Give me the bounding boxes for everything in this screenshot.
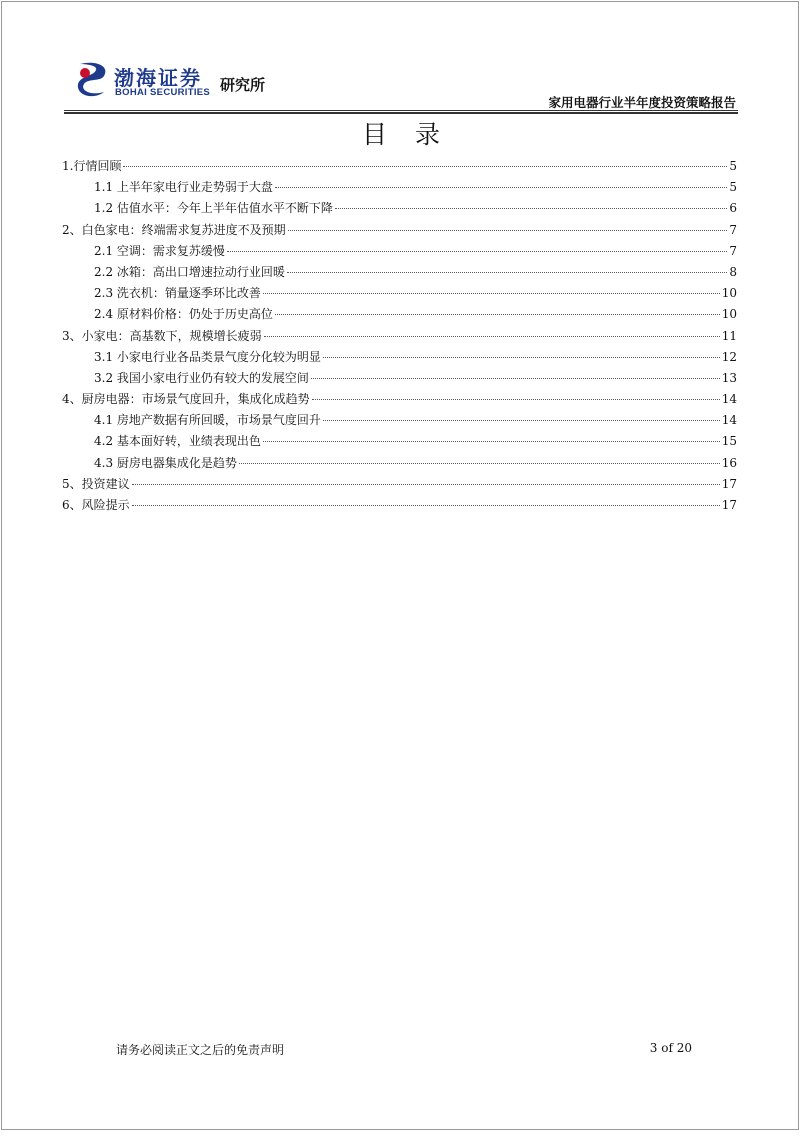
toc-dot-leader (323, 357, 720, 358)
toc-dot-leader (263, 441, 720, 442)
toc-entry-page: 7 (729, 243, 737, 258)
toc-dot-leader (239, 463, 720, 464)
toc-entry-label: 4.1 房地产数据有所回暖，市场景气度回升 (94, 413, 321, 428)
toc-section-entry[interactable] (62, 389, 737, 410)
toc-entry-page: 11 (721, 328, 737, 343)
toc-entry-page: 10 (721, 286, 737, 301)
toc-dot-leader (263, 293, 720, 294)
bohai-logo-icon (74, 60, 112, 100)
toc-entry-page: 13 (721, 370, 737, 385)
toc-dot-leader (275, 187, 727, 188)
toc-entry-label: 1.1 上半年家电行业走势弱于大盘 (94, 180, 273, 195)
toc-dot-leader (123, 166, 727, 167)
toc-entry-label: 2.1 空调：需求复苏缓慢 (94, 243, 225, 258)
page-indicator: 3 of 20 (649, 1041, 692, 1055)
toc-entry-page: 12 (721, 349, 737, 364)
toc-entry-label: 6、风险提示 (62, 498, 130, 512)
header-rule-thick (64, 112, 738, 114)
toc-entry-page: 16 (721, 455, 737, 470)
toc-entry-label: 4.3 厨房电器集成化是趋势 (94, 455, 237, 470)
toc-section-entry[interactable] (62, 326, 737, 347)
toc-subsection-entry[interactable] (62, 431, 737, 452)
brand-name-en: BOHAI SECURITIES (115, 87, 211, 98)
toc-section-entry[interactable] (62, 474, 737, 495)
bohai-securities-logo (74, 60, 284, 106)
toc-title: 目录 (361, 120, 468, 149)
disclaimer-note: 请务必阅读正文之后的免责声明 (116, 1043, 285, 1057)
toc-section-entry[interactable] (62, 495, 737, 516)
toc-entry-page: 10 (721, 307, 737, 322)
toc-entry-page: 17 (721, 498, 737, 512)
toc-section-entry[interactable] (62, 220, 737, 241)
toc-dot-leader (132, 484, 720, 485)
toc-entry-label: 2.2 冰箱：高出口增速拉动行业回暖 (94, 264, 285, 279)
toc-dot-leader (312, 399, 720, 400)
toc-subsection-entry[interactable] (62, 262, 737, 283)
table-of-contents (62, 156, 737, 516)
report-title: 家用电器行业半年度投资策略报告 (548, 95, 736, 110)
toc-entry-page: 17 (721, 476, 737, 491)
toc-entry-label: 2、白色家电：终端需求复苏进度不及预期 (62, 222, 286, 237)
toc-subsection-entry[interactable] (62, 304, 737, 325)
toc-subsection-entry[interactable] (62, 177, 737, 198)
toc-entry-page: 6 (729, 201, 737, 216)
toc-entry-label: 2.3 洗衣机：销量逐季环比改善 (94, 286, 261, 301)
institute-label: 研究所 (220, 76, 266, 94)
toc-dot-leader (287, 272, 727, 273)
toc-entry-page: 15 (721, 434, 737, 449)
toc-entry-page: 5 (729, 180, 737, 195)
toc-subsection-entry[interactable] (62, 347, 737, 368)
toc-entry-page: 5 (729, 159, 737, 173)
toc-dot-leader (227, 251, 727, 252)
toc-dot-leader (288, 230, 727, 231)
toc-subsection-entry[interactable] (62, 198, 737, 219)
toc-dot-leader (323, 420, 720, 421)
toc-subsection-entry[interactable] (62, 453, 737, 474)
toc-entry-label: 5、投资建议 (62, 476, 130, 491)
toc-entry-label: 1.2 估值水平：今年上半年估值水平不断下降 (94, 201, 333, 216)
toc-entry-page: 14 (721, 392, 737, 407)
toc-entry-page: 8 (729, 264, 737, 279)
toc-entry-label: 4.2 基本面好转，业绩表现出色 (94, 434, 261, 449)
toc-dot-leader (275, 314, 720, 315)
toc-entry-label: 4、厨房电器：市场景气度回升，集成化成趋势 (62, 392, 310, 407)
toc-entry-label: 3.2 我国小家电行业仍有较大的发展空间 (94, 370, 309, 385)
toc-entry-page: 14 (721, 413, 737, 428)
toc-dot-leader (311, 378, 720, 379)
toc-subsection-entry[interactable] (62, 368, 737, 389)
toc-dot-leader (132, 505, 720, 506)
toc-entry-label: 2.4 原材料价格：仍处于历史高位 (94, 307, 273, 322)
header-rule-thin (64, 110, 738, 111)
toc-entry-label: 3.1 小家电行业各品类景气度分化较为明显 (94, 349, 321, 364)
toc-subsection-entry[interactable] (62, 410, 737, 431)
toc-entry-page: 7 (729, 222, 737, 237)
toc-dot-leader (264, 336, 720, 337)
toc-subsection-entry[interactable] (62, 283, 737, 304)
toc-subsection-entry[interactable] (62, 241, 737, 262)
toc-entry-label: 3、小家电：高基数下，规模增长疲弱 (62, 328, 262, 343)
brand-name-cn: 渤海证券 (114, 66, 202, 90)
toc-entry-label: 1.行情回顾 (62, 159, 122, 173)
toc-dot-leader (335, 208, 727, 209)
toc-section-entry[interactable] (62, 156, 737, 177)
